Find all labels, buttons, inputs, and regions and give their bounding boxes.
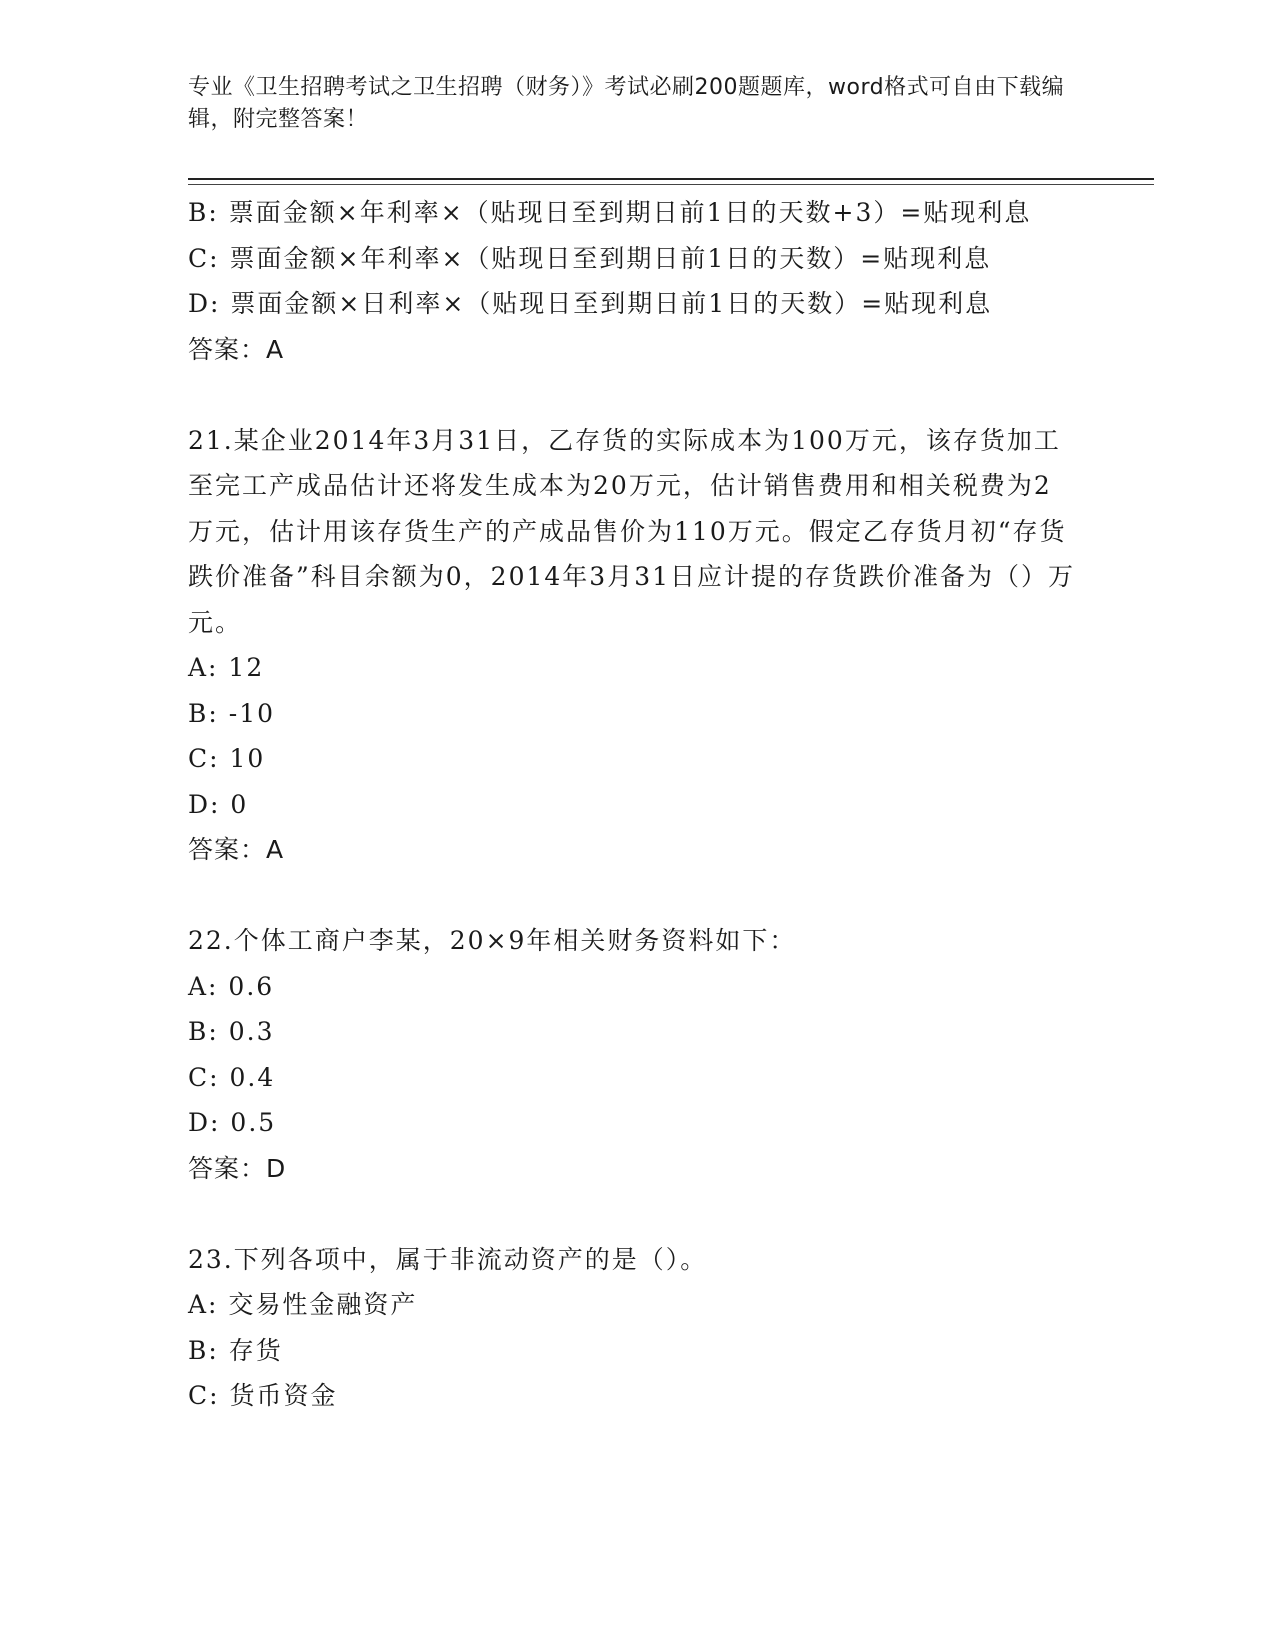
option-b: B: 0.3 (188, 1017, 275, 1046)
question-stem: 22.个体工商户李某，20×9年相关财务资料如下： (188, 926, 797, 955)
spacer (188, 1191, 1078, 1237)
option-a: A: 0.6 (188, 971, 275, 1001)
option-c: C: 10 (188, 744, 266, 773)
option-b: B: 存货 (188, 1335, 283, 1365)
option-d: D: 票面金额×日利率×（贴现日至到期日前1日的天数）=贴现利息 (188, 289, 993, 318)
question-stem: 23.下列各项中，属于非流动资产的是（）。 (188, 1244, 708, 1274)
question-stem: 21.某企业2014年3月31日，乙存货的实际成本为100万元，该存货加工至完工产成品估计还将发生成本为20万元，估计销售费用和相关税费为2万元，估计用该存货生产的产成品售价为110万元。假定乙存货月初“存货跌价准备”科目余额为0，2014年3月31日应计提的存货跌价准备为（）万元。 (188, 425, 1076, 637)
header-divider-thick (188, 178, 1154, 180)
document-header (188, 72, 1068, 136)
question-21 (188, 418, 1078, 873)
option-c: C: 0.4 (188, 1062, 276, 1092)
spacer (188, 372, 1078, 418)
option-a: A: 交易性金融资产 (188, 1290, 418, 1319)
option-b: B: 票面金额×年利率×（贴现日至到期日前1日的天数+3）=贴现利息 (188, 198, 1032, 227)
option-d: D: 0.5 (188, 1108, 277, 1137)
answer-label: 答案：A (188, 334, 285, 364)
option-c: C: 票面金额×年利率×（贴现日至到期日前1日的天数）=贴现利息 (188, 243, 992, 273)
answer-label: 答案：A (188, 835, 285, 864)
option-c: C: 货币资金 (188, 1381, 338, 1410)
option-a: A: 12 (188, 653, 265, 682)
spacer (188, 873, 1078, 919)
answer-label: 答案：D (188, 1153, 287, 1183)
question-22 (188, 918, 1078, 1191)
option-b: B: -10 (188, 698, 275, 728)
header-divider-thin (188, 184, 1154, 185)
question-23 (188, 1237, 1078, 1419)
option-d: D: 0 (188, 789, 249, 819)
document-title: 专业《卫生招聘考试之卫生招聘（财务）》考试必刷200题题库，word格式可自由下载编辑，附完整答案！ (188, 75, 1065, 132)
question-continued (188, 190, 1078, 372)
question-list (188, 190, 1078, 1419)
